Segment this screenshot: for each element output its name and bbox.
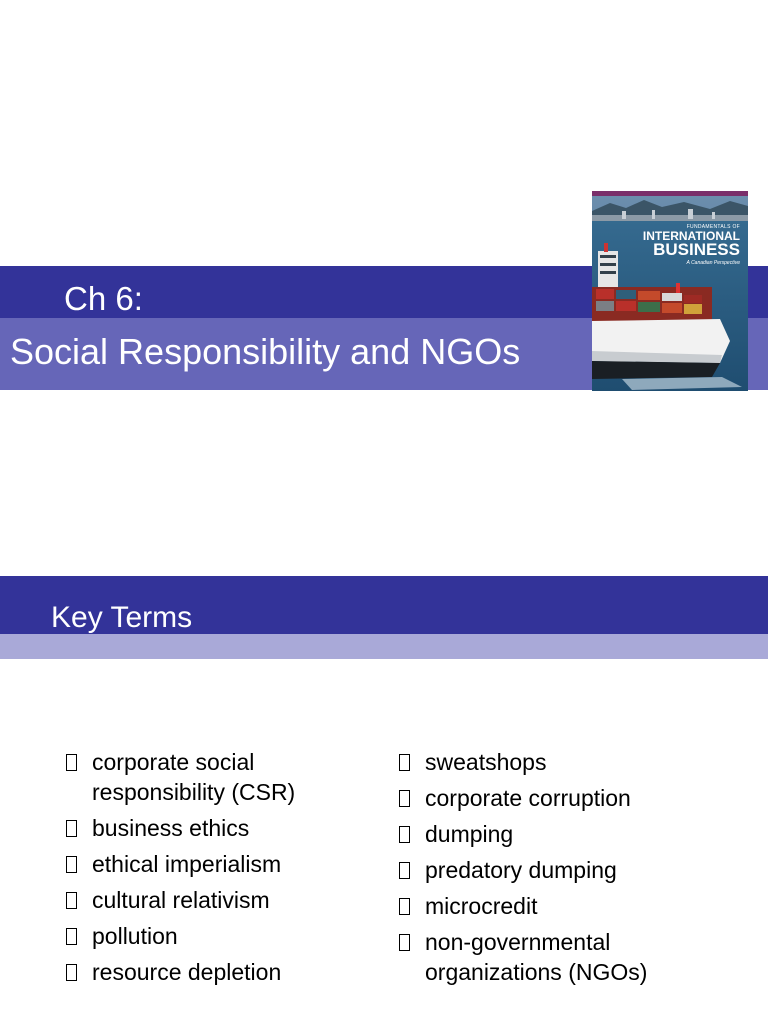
bullet-box-icon [399,862,410,879]
list-item [66,813,366,843]
cover-kicker: FUNDAMENTALS OF [686,224,740,230]
cover-illustration [592,191,748,391]
bullet-box-icon [66,892,77,909]
chapter-title: Social Responsibility and NGOs [10,331,521,372]
key-terms-title: Key Terms [51,601,193,634]
right-terms-list [399,747,729,993]
bullet-box-icon [66,820,77,837]
book-cover-image [592,191,748,391]
bullet-box-icon [66,754,77,771]
term-text: sweatshops [425,749,547,775]
bullet-box-icon [399,826,410,843]
cover-subtitle: A Canadian Perspective [686,260,740,266]
term-text: corporate social responsibility (CSR) [92,749,296,805]
cover-title-line2: BUSINESS [653,240,740,259]
list-item [66,849,366,879]
term-text: ethical imperialism [92,851,282,877]
bullet-box-icon [399,934,410,951]
list-item [66,747,366,807]
bullet-box-icon [66,928,77,945]
term-text: predatory dumping [425,857,617,883]
bullet-box-icon [399,898,410,915]
list-item [399,927,729,987]
term-text: microcredit [425,893,538,919]
term-text: resource depletion [92,959,282,985]
list-item [399,855,729,885]
list-item [399,891,729,921]
list-item [66,885,366,915]
list-item [399,747,729,777]
cover-title-line1: INTERNATIONAL [642,229,740,243]
key-terms-band-light [0,634,768,659]
term-text: pollution [92,923,178,949]
list-item [399,783,729,813]
term-text: business ethics [92,815,250,841]
term-text: cultural relativism [92,887,270,913]
list-item [66,921,366,951]
left-terms-list [66,747,366,993]
bullet-box-icon [66,856,77,873]
chapter-label: Ch 6: [64,280,143,317]
bullet-box-icon [399,754,410,771]
term-text: corporate corruption [425,785,631,811]
bullet-box-icon [66,964,77,981]
term-text: non-governmental organizations (NGOs) [425,929,648,985]
bullet-box-icon [399,790,410,807]
list-item [66,957,366,987]
list-item [399,819,729,849]
term-text: dumping [425,821,514,847]
